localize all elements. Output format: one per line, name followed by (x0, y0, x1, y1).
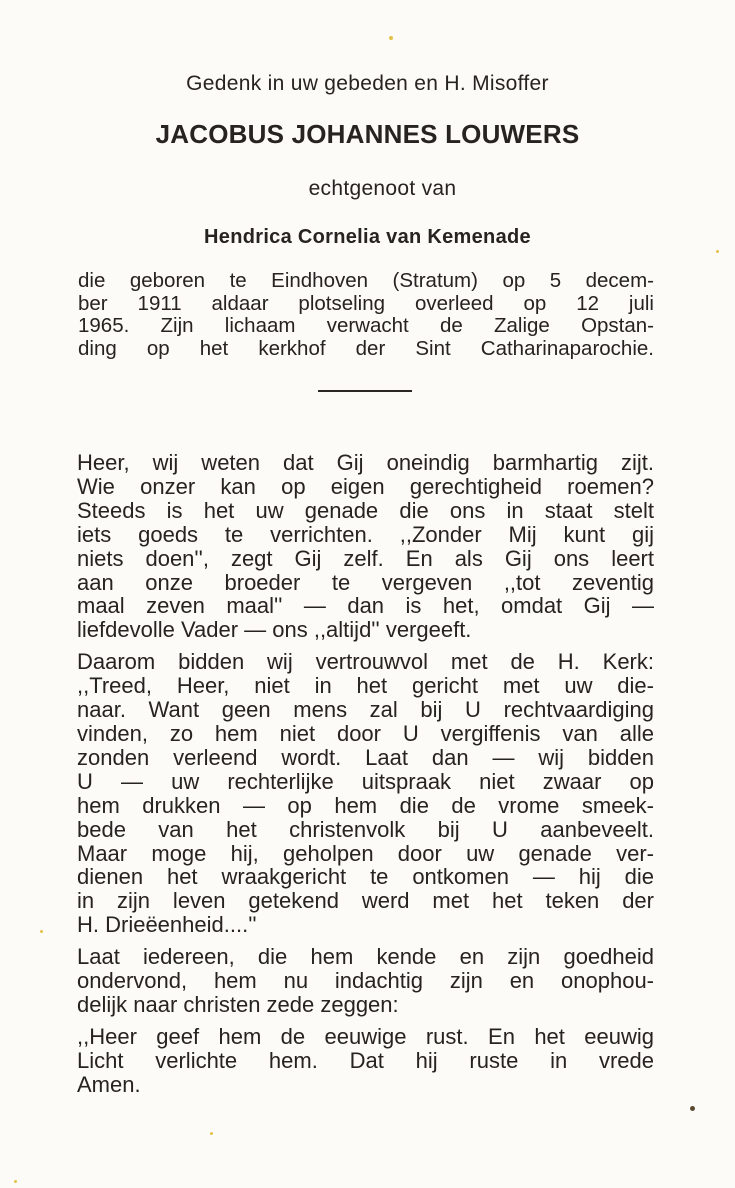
prayer-line: ,,Heer geef hem de eeuwige rust. En het eeuwig (77, 1023, 654, 1049)
prayer-line: dienen het wraakgericht te ontkomen — hij die (77, 864, 654, 890)
prayer-line: Licht verlichte hem. Dat hij ruste in vrede (77, 1047, 654, 1073)
prayer-line: U — uw rechterlijke uitspraak niet zwaar op (77, 768, 654, 794)
prayer-line: Steeds is het uw genade die ons in staat stelt (77, 497, 654, 523)
prayer-line: ,,Treed, Heer, niet in het gericht met uw die- (77, 673, 654, 699)
divider-rule (318, 390, 412, 392)
prayer-line: iets goeds te verrichten. ,,Zonder Mij kunt gij (77, 521, 654, 547)
paper-speck (690, 1106, 695, 1111)
prayer-paragraph (77, 1025, 654, 1097)
prayer-line: in zijn leven getekend werd met het teken der (77, 888, 654, 914)
intro-text: Gedenk in uw gebeden en H. Misoffer (186, 72, 549, 95)
spouse-name: Hendrica Cornelia van Kemenade (204, 226, 531, 248)
prayer-line: Maar moge hij, geholpen door uw genade ver- (77, 840, 654, 866)
prayer-line: vinden, zo hem niet door U vergiffenis van alle (77, 720, 654, 746)
relation-text: echtgenoot van (308, 177, 457, 200)
biography (78, 270, 654, 360)
prayer-line: ondervond, hem nu indachtig zijn en onophou- (77, 968, 654, 994)
prayer-line: maal zeven maal'' — dan is het, omdat Gij — (77, 593, 654, 619)
prayer-line: Daarom bidden wij vertrouwvol met de H. Kerk: (77, 649, 654, 675)
prayer-line: delijk naar christen zede zeggen: (77, 991, 399, 1017)
biography-line: ding op het kerkhof der Sint Catharinaparochie. (78, 336, 654, 360)
deceased-name: JACOBUS JOHANNES LOUWERS (155, 119, 580, 149)
paper-speck (14, 1180, 17, 1183)
prayer-paragraph (77, 451, 654, 642)
prayer-line: naar. Want geen mens zal bij U rechtvaardiging (77, 697, 654, 723)
biography-line: 1965. Zijn lichaam verwacht de Zalige Opstan- (78, 314, 654, 337)
prayer-line: hem drukken — op hem die de vrome smeek- (77, 792, 654, 818)
biography-line: ber 1911 aldaar plotseling overleed op 12 juli (78, 291, 654, 315)
prayer-line: Laat iedereen, die hem kende en zijn goedheid (77, 944, 654, 970)
prayer-line: liefdevolle Vader — ons ,,altijd'' vergeeft. (77, 617, 472, 643)
prayer-line: zonden verleend wordt. Laat dan — wij bidden (77, 744, 654, 770)
paper-speck (716, 250, 719, 253)
prayer-line: bede van het christenvolk bij U aanbeveelt. (77, 816, 654, 842)
prayer-line: niets doen'', zegt Gij zelf. En als Gij ons leert (77, 545, 654, 571)
biography-line: die geboren te Eindhoven (Stratum) op 5 decem- (78, 269, 654, 292)
prayer-line: Heer, wij weten dat Gij oneindig barmhartig zijt. (77, 450, 654, 475)
prayer-line: Amen. (77, 1071, 141, 1097)
prayer-paragraph (77, 945, 654, 1017)
prayer-text (77, 451, 654, 1097)
paper-speck (210, 1132, 213, 1135)
prayer-line: aan onze broeder te vergeven ,,tot zeventig (77, 569, 654, 595)
prayer-paragraph (77, 650, 654, 937)
paper-speck (40, 930, 43, 933)
prayer-line: H. Drieëenheid....'' (77, 912, 257, 938)
paper-speck (389, 36, 393, 40)
prayer-line: Wie onzer kan op eigen gerechtigheid roemen? (77, 473, 654, 499)
